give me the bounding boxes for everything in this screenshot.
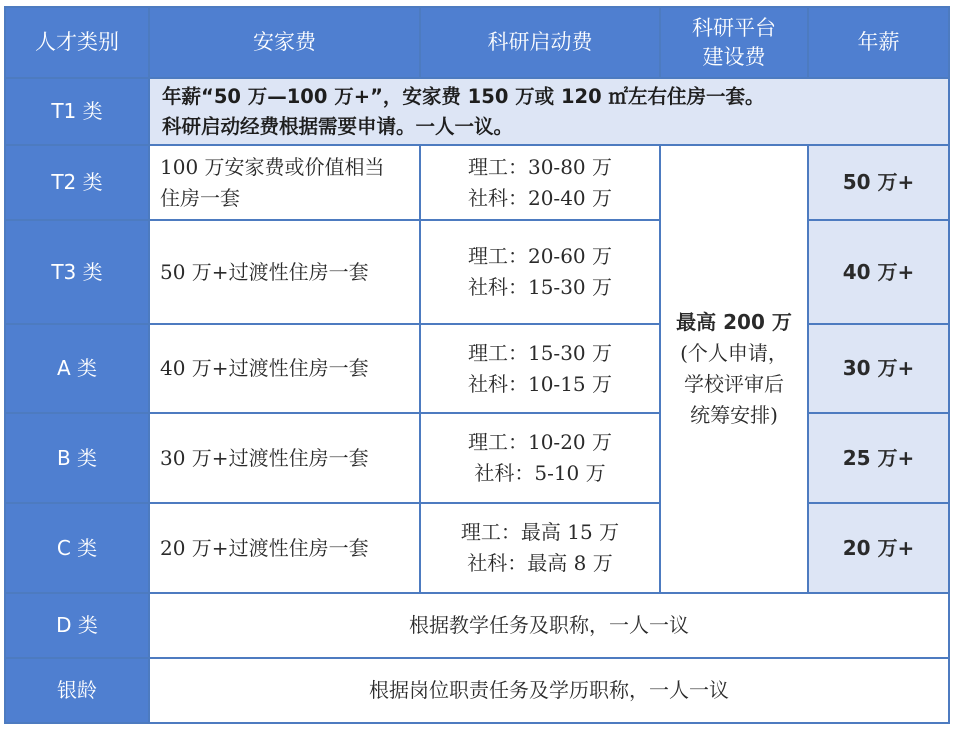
startup-social-t2: 社科：20-40 万 xyxy=(467,185,612,210)
table-row-t3 xyxy=(5,220,949,324)
settle-fee-a: 40 万+过渡性住房一套 xyxy=(149,324,420,413)
table-row-t1 xyxy=(5,78,949,145)
startup-fee-a xyxy=(420,324,660,413)
settle-fee-t2-line1: 100 万安家费或价值相当 xyxy=(160,154,385,179)
table-row-c xyxy=(5,503,949,593)
platform-fee-note-line2: 学校评审后 xyxy=(684,372,784,396)
category-b: B 类 xyxy=(5,413,149,503)
table-header-row xyxy=(5,7,949,78)
category-t3: T3 类 xyxy=(5,220,149,324)
platform-fee-cell xyxy=(660,145,808,593)
talent-compensation-table xyxy=(4,6,950,724)
salary-a: 30 万+ xyxy=(808,324,949,413)
header-salary: 年薪 xyxy=(808,7,949,78)
startup-social-b: 社科：5-10 万 xyxy=(474,461,606,485)
senior-description: 根据岗位职责任务及学历职称，一人一议 xyxy=(149,658,949,723)
settle-fee-c: 20 万+过渡性住房一套 xyxy=(149,503,420,593)
t1-line1: 年薪“50 万—100 万+”，安家费 150 万或 120 ㎡左右住房一套。 xyxy=(162,85,765,109)
salary-t2: 50 万+ xyxy=(808,145,949,220)
category-d: D 类 xyxy=(5,593,149,658)
startup-fee-c xyxy=(420,503,660,593)
startup-science-c: 理工：最高 15 万 xyxy=(460,520,620,544)
settle-fee-b: 30 万+过渡性住房一套 xyxy=(149,413,420,503)
startup-fee-t2 xyxy=(420,145,660,220)
salary-b: 25 万+ xyxy=(808,413,949,503)
header-platform-fee xyxy=(660,7,808,78)
platform-fee-note-line3: 统筹安排) xyxy=(690,403,778,427)
startup-science-b: 理工：10-20 万 xyxy=(467,430,612,454)
category-c: C 类 xyxy=(5,503,149,593)
startup-science-t2: 理工：30-80 万 xyxy=(467,154,612,179)
platform-fee-amount: 最高 200 万 xyxy=(676,310,792,334)
startup-science-a: 理工：15-30 万 xyxy=(467,340,612,365)
settle-fee-t2-line2: 住房一套 xyxy=(160,185,240,210)
header-platform-line2: 建设费 xyxy=(702,44,766,69)
header-startup-fee: 科研启动费 xyxy=(420,7,660,78)
settle-fee-t3: 50 万+过渡性住房一套 xyxy=(149,220,420,324)
t1-line2: 科研启动经费根据需要申请。一人一议。 xyxy=(162,114,514,138)
header-category: 人才类别 xyxy=(5,7,149,78)
startup-social-t3: 社科：15-30 万 xyxy=(467,275,612,299)
startup-fee-t3 xyxy=(420,220,660,324)
salary-t3: 40 万+ xyxy=(808,220,949,324)
category-senior: 银龄 xyxy=(5,658,149,723)
category-t2: T2 类 xyxy=(5,145,149,220)
startup-science-t3: 理工：20-60 万 xyxy=(467,244,612,268)
salary-c: 20 万+ xyxy=(808,503,949,593)
startup-social-c: 社科：最高 8 万 xyxy=(467,551,613,575)
startup-fee-b xyxy=(420,413,660,503)
startup-social-a: 社科：10-15 万 xyxy=(467,371,612,396)
platform-fee-note-line1: (个人申请， xyxy=(680,341,788,365)
category-t1: T1 类 xyxy=(5,78,149,145)
header-platform-line1: 科研平台 xyxy=(692,16,776,41)
settle-fee-t2 xyxy=(149,145,420,220)
table-row-a xyxy=(5,324,949,413)
table-row-t2 xyxy=(5,145,949,220)
table-row-d xyxy=(5,593,949,658)
d-description: 根据教学任务及职称，一人一议 xyxy=(149,593,949,658)
category-a: A 类 xyxy=(5,324,149,413)
t1-description xyxy=(149,78,949,145)
table-row-senior xyxy=(5,658,949,723)
table-row-b xyxy=(5,413,949,503)
header-settle-fee: 安家费 xyxy=(149,7,420,78)
